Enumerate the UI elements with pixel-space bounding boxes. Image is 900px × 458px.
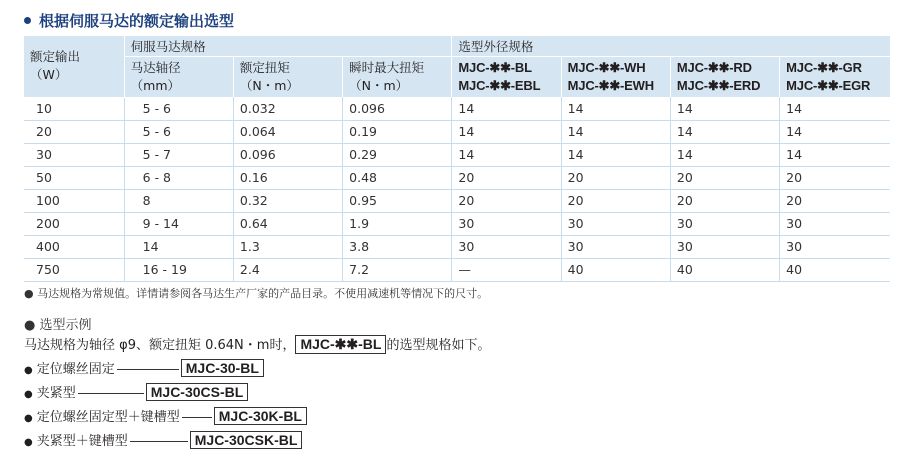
table-cell: 6 - 8: [124, 166, 233, 189]
table-cell: 0.95: [343, 189, 452, 212]
table-cell: 20: [670, 189, 779, 212]
table-cell: 14: [780, 97, 890, 120]
table-cell: 30: [780, 235, 890, 258]
example-label: 定位螺丝固定: [36, 362, 115, 377]
table-cell: 20: [780, 189, 890, 212]
table-cell: 14: [452, 143, 561, 166]
table-cell: 30: [452, 212, 561, 235]
table-row: [24, 120, 890, 143]
example-label: 夹紧型＋键槽型: [36, 434, 128, 449]
table-cell: 16 - 19: [124, 258, 233, 281]
footnote: ● 马达规格为常规值。详情请参阅各马达生产厂家的产品目录。不使用减速机等情况下的尺寸。: [24, 287, 489, 300]
table-cell: 750: [24, 258, 124, 281]
example-label: 定位螺丝固定型＋键槽型: [36, 410, 180, 425]
bullet-icon: ●: [24, 389, 33, 400]
table-cell: 0.64: [233, 212, 342, 235]
table-cell: 100: [24, 189, 124, 212]
table-cell: 50: [24, 166, 124, 189]
example-code: MJC-30-BL: [181, 359, 264, 377]
table-cell: 14: [670, 143, 779, 166]
table-cell: 20: [780, 166, 890, 189]
table-cell: 5 - 6: [124, 97, 233, 120]
table-cell: 40: [561, 258, 670, 281]
table-cell: 14: [780, 120, 890, 143]
table-cell: 20: [24, 120, 124, 143]
table-row: [24, 166, 890, 189]
table-row: [24, 212, 890, 235]
table-cell: 5 - 6: [124, 120, 233, 143]
table-cell: 14: [780, 143, 890, 166]
table-cell: 14: [452, 97, 561, 120]
example-label: 夹紧型: [36, 386, 76, 401]
table-cell: 9 - 14: [124, 212, 233, 235]
table-row: [24, 189, 890, 212]
model-header-2: MJC-✱✱-RD MJC-✱✱-ERD: [670, 57, 779, 98]
table-cell: 14: [452, 120, 561, 143]
table-cell: 20: [452, 166, 561, 189]
table-cell: 5 - 7: [124, 143, 233, 166]
table-cell: 0.48: [343, 166, 452, 189]
table-cell: 14: [561, 120, 670, 143]
example-section-title: ● 选型示例: [24, 318, 92, 333]
table-cell: 0.064: [233, 120, 342, 143]
table-cell: 30: [670, 235, 779, 258]
table-cell: 14: [561, 97, 670, 120]
leader-line: [78, 393, 144, 394]
table-row: [24, 258, 890, 281]
section-heading: [24, 10, 234, 31]
bullet-icon: [24, 17, 31, 24]
leader-line: [117, 369, 179, 370]
table-cell: 8: [124, 189, 233, 212]
table-cell: 14: [561, 143, 670, 166]
heading-text: 根据伺服马达的额定输出选型: [39, 12, 235, 30]
table-cell: 20: [670, 166, 779, 189]
example-code: MJC-30CSK-BL: [190, 431, 303, 449]
table-cell: 0.096: [343, 97, 452, 120]
leader-line: [130, 441, 188, 442]
table-cell: 40: [780, 258, 890, 281]
table-cell: 14: [124, 235, 233, 258]
model-header-0: MJC-✱✱-BL MJC-✱✱-EBL: [452, 57, 561, 98]
table-cell: 30: [24, 143, 124, 166]
subheader-1: 额定扭矩 （N・m）: [233, 57, 342, 98]
table-cell: 14: [670, 97, 779, 120]
subheader-2: 瞬时最大扭矩 （N・m）: [343, 57, 452, 98]
leader-line: [182, 417, 212, 418]
table-cell: 30: [670, 212, 779, 235]
table-cell: —: [452, 258, 561, 281]
table-cell: 0.29: [343, 143, 452, 166]
model-header-1: MJC-✱✱-WH MJC-✱✱-EWH: [561, 57, 670, 98]
table-cell: 400: [24, 235, 124, 258]
table-cell: 2.4: [233, 258, 342, 281]
table-row: [24, 235, 890, 258]
table-cell: 30: [561, 212, 670, 235]
table-cell: 14: [670, 120, 779, 143]
table-cell: 0.032: [233, 97, 342, 120]
table-cell: 10: [24, 97, 124, 120]
bullet-icon: ●: [24, 437, 33, 448]
table-cell: 20: [561, 166, 670, 189]
table-cell: 7.2: [343, 258, 452, 281]
model-header-3: MJC-✱✱-GR MJC-✱✱-EGR: [780, 57, 890, 98]
table-cell: 200: [24, 212, 124, 235]
header-power: 额定输出 （W）: [24, 36, 124, 97]
subheader-0: 马达轴径 （mm）: [124, 57, 233, 98]
table-cell: 3.8: [343, 235, 452, 258]
table-cell: 1.9: [343, 212, 452, 235]
table-row: [24, 143, 890, 166]
example-item: [24, 382, 248, 401]
bullet-icon: ●: [24, 365, 33, 376]
model-code-box: MJC-✱✱-BL: [295, 335, 386, 354]
table-row: [24, 97, 890, 120]
example-code: MJC-30K-BL: [214, 407, 307, 425]
example-item: [24, 358, 264, 377]
header-motor-group: 伺服马达规格: [124, 36, 452, 57]
example-item: [24, 406, 307, 425]
table-cell: 0.19: [343, 120, 452, 143]
table-cell: 40: [670, 258, 779, 281]
example-description: 马达规格为轴径 φ9、额定扭矩 0.64N・m时， MJC-✱✱-BL 的选型规格如下。: [24, 336, 491, 353]
table-cell: 20: [452, 189, 561, 212]
example-item: [24, 430, 302, 449]
bullet-icon: ●: [24, 413, 33, 424]
example-code: MJC-30CS-BL: [146, 383, 249, 401]
table-cell: 0.16: [233, 166, 342, 189]
table-cell: 30: [452, 235, 561, 258]
table-cell: 30: [780, 212, 890, 235]
table-cell: 0.096: [233, 143, 342, 166]
selection-table: [24, 36, 890, 282]
table-cell: 0.32: [233, 189, 342, 212]
table-cell: 20: [561, 189, 670, 212]
table-cell: 30: [561, 235, 670, 258]
header-select-group: 选型外径规格: [452, 36, 890, 57]
table-cell: 1.3: [233, 235, 342, 258]
